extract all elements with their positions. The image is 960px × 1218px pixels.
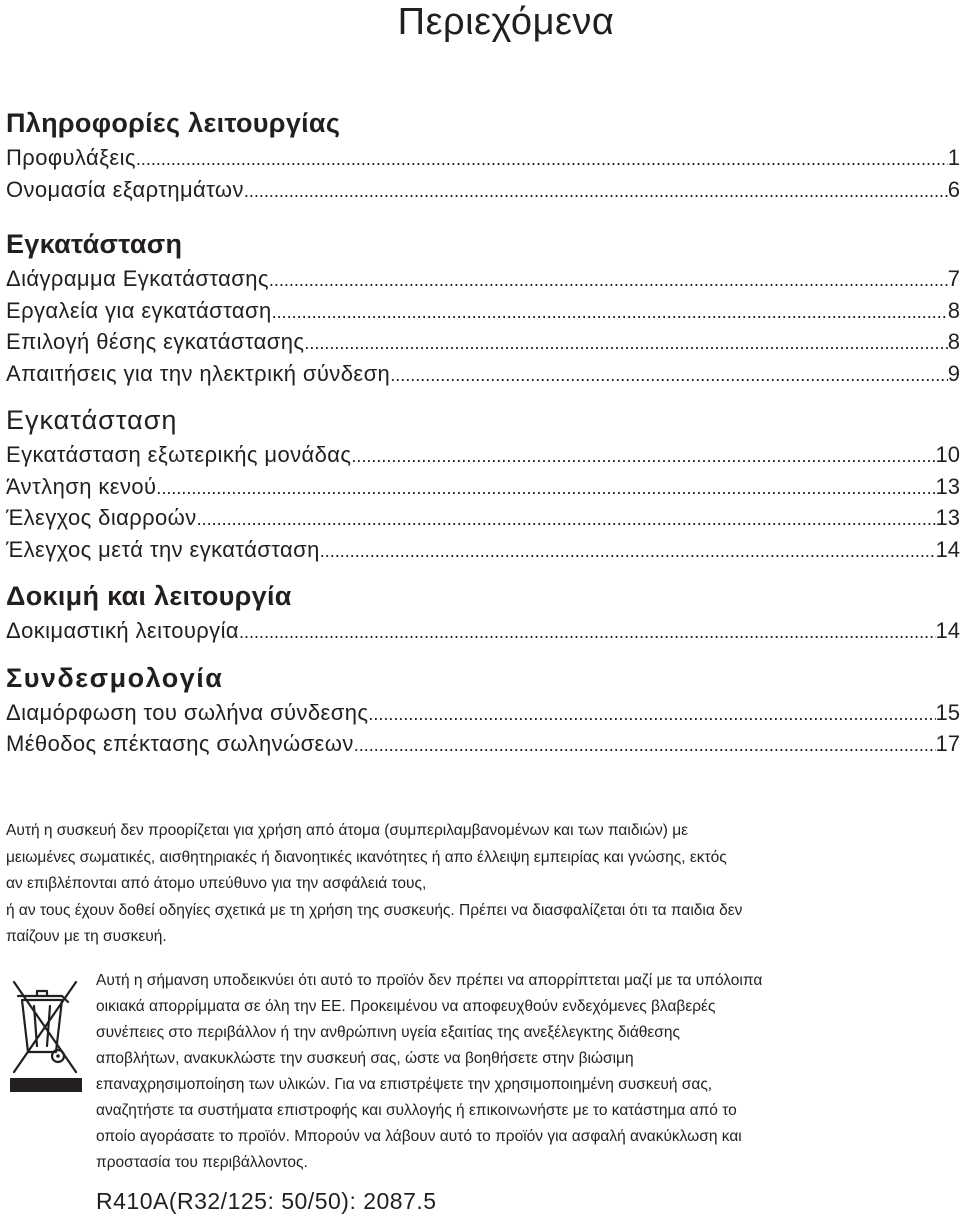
weee-line: Αυτή η σήμανση υποδεικνύει ότι αυτό το προϊόν δεν πρέπει να απορρίπτεται μαζί με τα υπόλοιπα [96, 972, 763, 989]
notice-line: παίζουν με τη συσκευή. [6, 928, 167, 945]
weee-line: οποίο αγοράσατε το προϊόν. Μπορούν να λάβουν αυτό το προϊόν για ασφαλή ανακύκλωση και [96, 1128, 742, 1145]
safety-notice [6, 818, 950, 951]
dot-leader [320, 534, 936, 568]
toc-entry[interactable] [6, 471, 960, 503]
toc-entry-label: Διάγραμμα Εγκατάστασης [6, 266, 269, 291]
toc-entry[interactable] [6, 697, 960, 729]
weee-line: επαναχρησιμοποίηση των υλικών. Για να επιστρέψετε την χρησιμοποιημένη συσκευή σας, [96, 1076, 713, 1093]
toc-entry-label: Επιλογή θέσης εγκατάστασης [6, 329, 305, 354]
dot-leader [197, 502, 936, 536]
toc-entry-label: Εργαλεία για εγκατάσταση [6, 297, 272, 323]
dot-leader [136, 142, 948, 176]
toc-entry[interactable] [6, 615, 960, 647]
toc-entry-label: Έλεγχος μετά την εγκατάσταση [6, 536, 320, 562]
refrigerant-gwp-label: R410A(R32/125: 50/50): 2087.5 [96, 1188, 437, 1214]
toc-entry-page: 7 [947, 266, 960, 291]
dot-leader [239, 615, 936, 649]
toc-section-heading: Δοκιμή και λειτουργία [6, 581, 292, 611]
toc-entry-label: Δοκιμαστική λειτουργία [6, 618, 239, 643]
toc-entry-label: Απαιτήσεις για την ηλεκτρική σύνδεση [6, 360, 391, 386]
toc-entry[interactable] [6, 174, 960, 206]
dot-leader [269, 263, 948, 297]
toc-entry[interactable] [6, 728, 960, 760]
notice-line: ή αν τους έχουν δοθεί οδηγίες σχετικά με τη χρήση της συσκευής. Πρέπει να διασφαλίζεται ότι τα παιδια δεν [6, 901, 743, 919]
toc-entry-page: 13 [935, 505, 960, 530]
toc-entry-label: Μέθοδος επέκτασης σωληνώσεων [6, 731, 354, 756]
crossed-out-wheelie-bin-icon [10, 972, 82, 1094]
toc-entry[interactable] [6, 502, 960, 534]
toc-entry-label: Διαμόρφωση του σωλήνα σύνδεσης [6, 699, 369, 725]
dot-leader [390, 358, 948, 392]
dot-leader [304, 326, 947, 360]
toc-entry-page: 8 [947, 329, 960, 354]
toc-entry-page: 14 [935, 618, 960, 643]
toc-entry[interactable] [6, 534, 960, 566]
weee-disposal-notice [6, 968, 950, 1178]
toc-entry-label: Άντληση κενού [6, 473, 157, 499]
weee-line: οικιακά απορρίμματα σε όλη την ΕΕ. Προκειμένου να αποφευχθούν ενδεχόμενες βλαβερές [96, 998, 716, 1015]
toc-section-heading: Πληροφορίες λειτουργίας [6, 108, 341, 138]
toc-entry-label: Έλεγχος διαρροών [6, 505, 197, 530]
toc-entry[interactable] [6, 358, 960, 390]
weee-line: αναζητήστε τα συστήματα επιστροφής και συλλογής ή επικοινωνήστε με το κατάστημα από το [96, 1102, 737, 1119]
dot-leader [244, 174, 948, 208]
table-of-contents [6, 104, 960, 760]
toc-section-heading: Εγκατάσταση [6, 405, 178, 435]
toc-entry[interactable] [6, 142, 960, 174]
toc-entry-page: 9 [947, 360, 960, 386]
toc-entry-page: 13 [935, 473, 960, 499]
toc-entry-page: 6 [947, 176, 960, 202]
dot-leader [156, 471, 935, 505]
toc-section-heading: Εγκατάσταση [6, 229, 183, 259]
weee-line: συνέπειες στο περιβάλλον ή την ανθρώπινη υγεία εξαιτίας της ανεξέλεγκτης διάθεσης [96, 1024, 680, 1041]
page-title: Περιεχόμενα [397, 1, 615, 43]
toc-entry-page: 17 [935, 731, 960, 756]
toc-entry-page: 15 [935, 699, 960, 725]
toc-entry[interactable] [6, 295, 960, 327]
toc-entry-page: 8 [947, 297, 960, 323]
toc-entry-page: 1 [947, 145, 960, 170]
toc-entry-page: 14 [935, 536, 960, 562]
notice-line: αν επιβλέπονται από άτομο υπεύθυνο για την ασφάλειά τους, [6, 875, 427, 892]
dot-leader [354, 728, 936, 762]
dot-leader [351, 439, 935, 473]
toc-entry-label: Προφυλάξεις [6, 145, 136, 170]
toc-entry[interactable] [6, 439, 960, 471]
notice-line: Αυτή η συσκευή δεν προορίζεται για χρήση από άτομα (συμπεριλαμβανομένων και των παιδιών) με [6, 822, 689, 839]
weee-text [96, 968, 956, 1176]
toc-entry[interactable] [6, 263, 960, 295]
toc-entry-label: Ονομασία εξαρτημάτων [6, 176, 244, 202]
toc-entry-page: 10 [935, 442, 960, 467]
toc-entry[interactable] [6, 326, 960, 358]
weee-line: προστασία του περιβάλλοντος. [96, 1154, 308, 1171]
dot-leader [272, 295, 948, 329]
dot-leader [368, 697, 935, 731]
toc-entry-label: Εγκατάσταση εξωτερικής μονάδας [6, 442, 352, 467]
weee-line: αποβλήτων, ανακυκλώστε την συσκευή σας, ώστε να βοηθήσετε στην βιώσιμη [96, 1050, 634, 1067]
notice-line: μειωμένες σωματικές, αισθητηριακές ή διανοητικές ικανότητες ή απο έλλειψη εμπειρίας και γνώσης, εκτός [6, 848, 727, 866]
toc-section-heading: Συνδεσμολογία [6, 662, 224, 693]
